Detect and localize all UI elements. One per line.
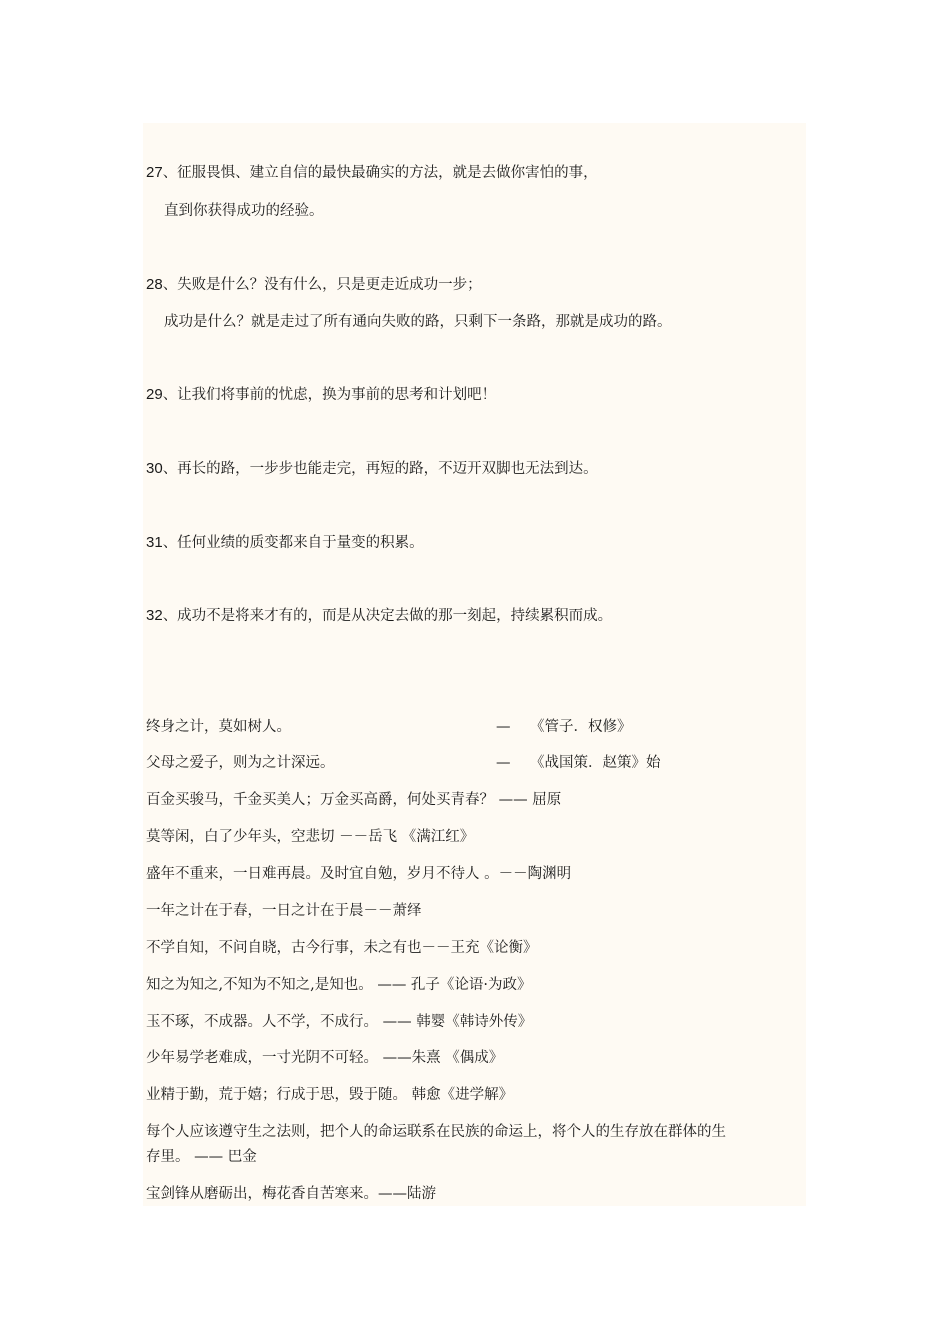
item-27-continuation: 直到你获得成功的经验。 — [164, 203, 324, 219]
quote-line: 一年之计在于春，一日之计在于晨－－萧绎 — [146, 903, 422, 919]
quote-line: 盛年不重来，一日难再晨。及时宜自勉，岁月不待人 。－－陶渊明 — [146, 866, 572, 882]
item-number: 29 — [146, 386, 163, 403]
quote-source: 《战国策．赵策》始 — [530, 755, 661, 771]
item-number: 31 — [146, 534, 163, 551]
item-32 — [146, 606, 612, 626]
item-number: 27 — [146, 164, 163, 181]
item-28-continuation: 成功是什么？就是走过了所有通向失败的路，只剩下一条路，那就是成功的路。 — [164, 314, 672, 330]
item-number: 32 — [146, 607, 163, 624]
item-number: 30 — [146, 460, 163, 477]
quote-line: 百金买骏马，千金买美人；万金买高爵，何处买青春？ —— 屈原 — [146, 792, 562, 808]
quote-line: 玉不琢，不成器。人不学，不成行。 —— 韩婴《韩诗外传》 — [146, 1014, 533, 1030]
item-text: 、征服畏惧、建立自信的最快最确实的方法，就是去做你害怕的事， — [162, 165, 598, 181]
quote-line: 每个人应该遵守生之法则，把个人的命运联系在民族的命运上，将个人的生存放在群体的生 — [146, 1124, 726, 1140]
item-text: 、失败是什么？没有什么，只是更走近成功一步； — [162, 277, 482, 293]
item-28 — [146, 275, 482, 295]
quote-line: 莫等闲，白了少年头，空悲切 －－岳飞 《满江红》 — [146, 829, 475, 845]
item-text: 、成功不是将来才有的，而是从决定去做的那一刻起，持续累积而成。 — [162, 608, 613, 624]
item-27 — [146, 163, 598, 183]
item-text: 、再长的路，一步步也能走完，再短的路，不迈开双脚也无法到达。 — [162, 461, 598, 477]
item-text: 、让我们将事前的忧虑，换为事前的思考和计划吧！ — [162, 387, 497, 403]
quote-dash: — — [496, 755, 511, 771]
quote-text: 父母之爱子，则为之计深远。 — [146, 755, 335, 771]
quote-line: 宝剑锋从磨砺出，梅花香自苦寒来。——陆游 — [146, 1186, 436, 1202]
quote-text: 终身之计，莫如树人。 — [146, 719, 291, 735]
quote-line: 知之为知之,不知为不知之,是知也。 —— 孔子《论语·为政》 — [146, 977, 532, 993]
item-text: 、任何业绩的质变都来自于量变的积累。 — [162, 535, 424, 551]
quote-line-continuation: 存里。 —— 巴金 — [146, 1149, 257, 1165]
item-31 — [146, 533, 424, 553]
quote-line: 少年易学老难成，一寸光阴不可轻。 ——朱熹 《偶成》 — [146, 1050, 504, 1066]
quote-dash: — — [496, 719, 511, 735]
quote-line: 业精于勤，荒于嬉；行成于思，毁于随。 韩愈《进学解》 — [146, 1087, 514, 1103]
item-number: 28 — [146, 276, 163, 293]
quote-line: 不学自知，不问自晓，古今行事，未之有也－－王充《论衡》 — [146, 940, 538, 956]
quote-source: 《管子．权修》 — [530, 719, 632, 735]
item-29 — [146, 385, 496, 405]
item-30 — [146, 459, 598, 479]
